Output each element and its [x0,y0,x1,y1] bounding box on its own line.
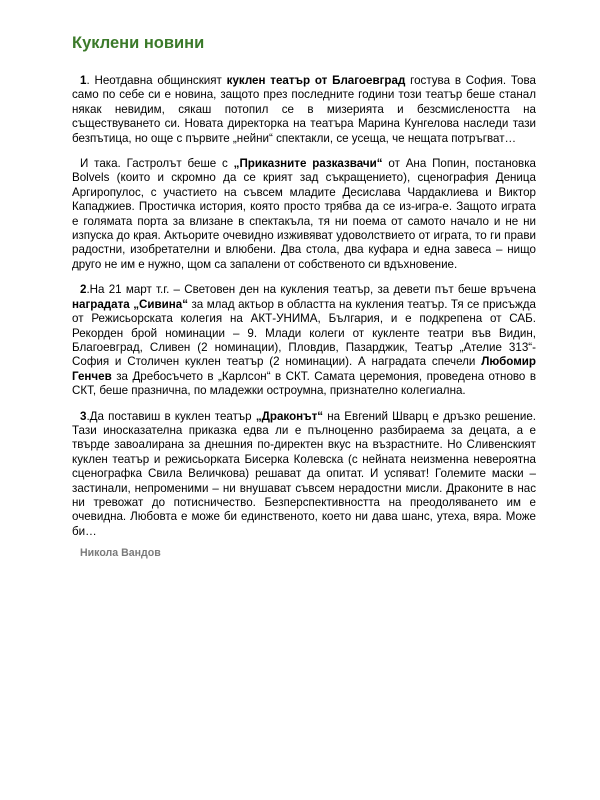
text-bold: Любомир Генчев [72,355,536,383]
article-paragraph [72,74,536,146]
text-bold: 2 [80,283,87,297]
article-paragraph [72,157,536,272]
article-paragraph [72,410,536,540]
text: .Да поставиш в куклен театър [86,409,256,423]
text: .На 21 март т.г. – Световен ден на кукления театър, за девети път беше връчена [86,283,536,297]
article-paragraph [72,283,536,398]
text: за Дребосъчето в „Карлсон“ в СКТ. Самата церемония, проведена отново в СКТ, беше празнична, по младежки остроумна, признателно колегиална. [72,369,536,398]
text: на Евгений Шварц е дръзко решение. Тази иносказателна приказка едва ли е пълноценно разбираема за децата, а е твърде завоалирана за днешния по-директен вкус на възрастните. Но Сливенският куклен театър и режисьорката Бисерка Колевска (с нейната неизменна невероятна сценографка Свила Величкова) решават да опитат. И успяват! Големите маски – застинали, непроменими – ни внушават съвсем нерадостни мисли. Драконите в нас ни тревожат до потисничество. Безперспективността на преодоляването им е очевидна. Любовта е може би единственото, което ни дава шанс, утеха, вяра. Може би… [72,409,537,538]
text-bold: 3 [80,409,87,423]
text: . Неотдавна общинският [86,74,227,87]
text-bold: „Приказните разказвачи“ [233,157,383,171]
text-bold: 1 [80,74,87,87]
page-title: Куклени новини [72,34,205,52]
text: И така. Гастролът беше с [80,157,234,171]
text-bold: „Драконът“ [255,409,324,423]
text: от Ана Попин, постановка Bolvels (които и скромно да се крият зад съкращението), сценография Деница Аргиропулос, с участието на съвсем младите Десислава Чардаклиева и Виктор Кападжиев. Простичка история, която просто трябва да се из-игра-е. Защото играта е голямата порта за влизане в спектакъла, тя ни поема от самото начало и не ни изпуска до края. Актьорите очевидно изживяват удоволствието от играта, то ги прави радостни, изобретателни и влюбени. Два стола, два куфара и една завеса – нищо друго не им е нужно, щом са запалени от собственото си вдъхновение. [72,157,536,271]
text: гостува в София. Това само по себе си е новина, защото през последните години този театър беше станал някак невидим, сякаш потопил се в мизерията и безсмислеността на съществуването си. Новата директорка на театъра Марина Кунгелова наследи тази безпътица, но още с първите „нейни“ спектакли, се усеща, че нещата потръгват… [72,74,536,145]
article-body [72,74,536,559]
text-bold: куклен театър от Благоевград [226,74,406,87]
text-bold: наградата „Сивина“ [72,297,189,311]
author-signature: Никола Вандов [80,547,161,560]
text: за млад актьор в областта на кукления театър. Тя се присъжда от Режисьорската колегия на АКТ-УНИМА, България, и е подкрепена от САБ. Рекорден брой номинации – 9. Млади колеги от кукленте театри във Видин, Благоевград, Сливен (2 номинации), Пловдив, Пазарджик, Театър „Ателие 313“-София и Столичен куклен театър (2 номинации). А наградата спечели [72,297,537,369]
